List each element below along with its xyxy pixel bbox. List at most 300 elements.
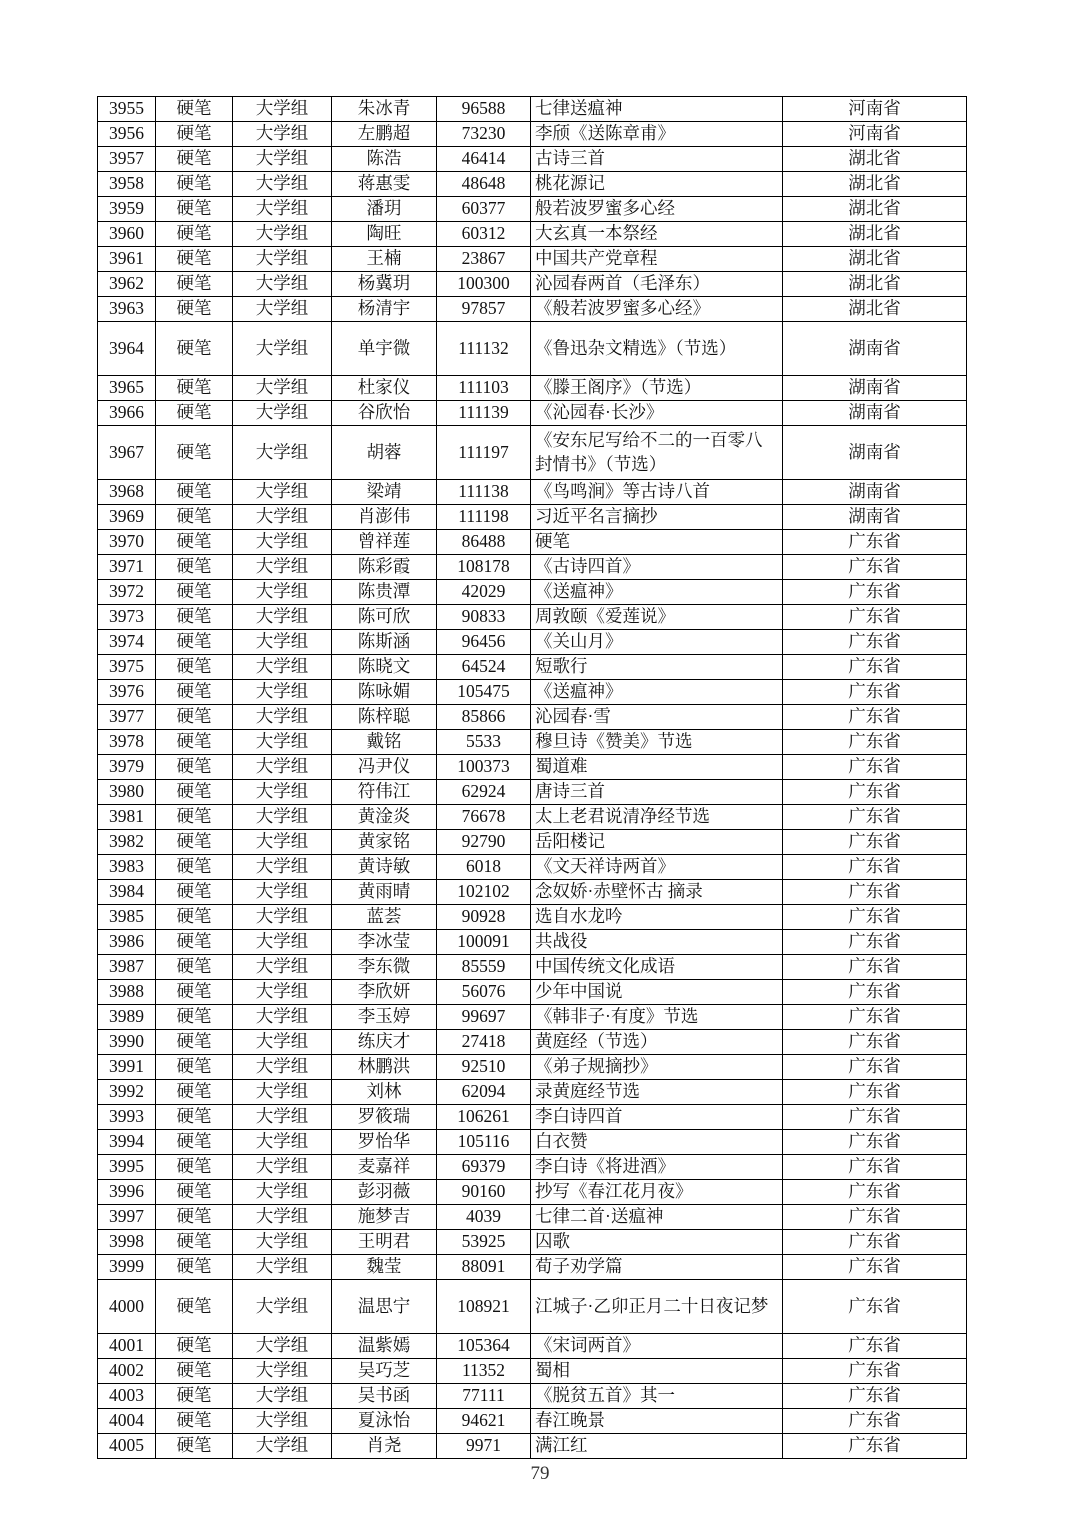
row-name: 杨清宇 xyxy=(332,297,437,322)
row-group: 大学组 xyxy=(233,1055,332,1080)
row-sequence-number: 3995 xyxy=(98,1155,156,1180)
row-entry-number: 97857 xyxy=(437,297,531,322)
row-work-title: 《脱贫五首》其一 xyxy=(531,1384,783,1409)
row-category: 硬笔 xyxy=(156,530,233,555)
row-name: 冯尹仪 xyxy=(332,755,437,780)
row-entry-number: 69379 xyxy=(437,1155,531,1180)
row-entry-number: 100300 xyxy=(437,272,531,297)
row-work-title: 七律送瘟神 xyxy=(531,97,783,122)
row-work-title: 录黄庭经节选 xyxy=(531,1080,783,1105)
row-province: 广东省 xyxy=(783,1230,967,1255)
row-sequence-number: 3983 xyxy=(98,855,156,880)
row-sequence-number: 4002 xyxy=(98,1359,156,1384)
row-category: 硬笔 xyxy=(156,1005,233,1030)
row-work-title: 蜀相 xyxy=(531,1359,783,1384)
row-province: 广东省 xyxy=(783,655,967,680)
row-province: 广东省 xyxy=(783,630,967,655)
row-category: 硬笔 xyxy=(156,272,233,297)
row-group: 大学组 xyxy=(233,1080,332,1105)
row-group: 大学组 xyxy=(233,555,332,580)
row-work-title: 习近平名言摘抄 xyxy=(531,505,783,530)
row-group: 大学组 xyxy=(233,805,332,830)
table-row xyxy=(98,980,967,1005)
row-name: 陈浩 xyxy=(332,147,437,172)
row-name: 林鹏洪 xyxy=(332,1055,437,1080)
table-row xyxy=(98,272,967,297)
table-row xyxy=(98,1180,967,1205)
row-sequence-number: 3963 xyxy=(98,297,156,322)
row-sequence-number: 3958 xyxy=(98,172,156,197)
row-category: 硬笔 xyxy=(156,1409,233,1434)
row-name: 麦嘉祥 xyxy=(332,1155,437,1180)
row-sequence-number: 3968 xyxy=(98,480,156,505)
row-entry-number: 108921 xyxy=(437,1280,531,1334)
table-row xyxy=(98,1130,967,1155)
row-name: 胡蓉 xyxy=(332,426,437,480)
row-name: 黄诗敏 xyxy=(332,855,437,880)
row-sequence-number: 3994 xyxy=(98,1130,156,1155)
row-province: 广东省 xyxy=(783,805,967,830)
row-sequence-number: 3992 xyxy=(98,1080,156,1105)
row-province: 广东省 xyxy=(783,1130,967,1155)
row-group: 大学组 xyxy=(233,930,332,955)
row-category: 硬笔 xyxy=(156,1080,233,1105)
row-province: 广东省 xyxy=(783,1280,967,1334)
table-row xyxy=(98,555,967,580)
row-category: 硬笔 xyxy=(156,1434,233,1459)
row-name: 李冰莹 xyxy=(332,930,437,955)
row-province: 湖北省 xyxy=(783,272,967,297)
row-name: 单宇微 xyxy=(332,322,437,376)
row-province: 广东省 xyxy=(783,1359,967,1384)
table-row xyxy=(98,630,967,655)
row-category: 硬笔 xyxy=(156,222,233,247)
table-row xyxy=(98,1384,967,1409)
row-group: 大学组 xyxy=(233,426,332,480)
row-sequence-number: 3974 xyxy=(98,630,156,655)
row-work-title: 沁园春两首（毛泽东） xyxy=(531,272,783,297)
row-group: 大学组 xyxy=(233,222,332,247)
row-name: 魏莹 xyxy=(332,1255,437,1280)
row-entry-number: 23867 xyxy=(437,247,531,272)
row-entry-number: 102102 xyxy=(437,880,531,905)
row-category: 硬笔 xyxy=(156,1334,233,1359)
table-row xyxy=(98,855,967,880)
row-sequence-number: 3966 xyxy=(98,401,156,426)
table-row xyxy=(98,172,967,197)
row-sequence-number: 3990 xyxy=(98,1030,156,1055)
row-sequence-number: 3957 xyxy=(98,147,156,172)
row-work-title: 满江红 xyxy=(531,1434,783,1459)
row-entry-number: 48648 xyxy=(437,172,531,197)
row-sequence-number: 3999 xyxy=(98,1255,156,1280)
row-name: 陈彩霞 xyxy=(332,555,437,580)
row-sequence-number: 3960 xyxy=(98,222,156,247)
row-category: 硬笔 xyxy=(156,955,233,980)
row-name: 杨冀玥 xyxy=(332,272,437,297)
row-work-title: 抄写《春江花月夜》 xyxy=(531,1180,783,1205)
row-name: 王楠 xyxy=(332,247,437,272)
row-work-title: 《古诗四首》 xyxy=(531,555,783,580)
row-sequence-number: 4003 xyxy=(98,1384,156,1409)
row-entry-number: 96456 xyxy=(437,630,531,655)
row-entry-number: 56076 xyxy=(437,980,531,1005)
row-work-title: 《弟子规摘抄》 xyxy=(531,1055,783,1080)
row-name: 罗筱瑞 xyxy=(332,1105,437,1130)
row-sequence-number: 4005 xyxy=(98,1434,156,1459)
row-group: 大学组 xyxy=(233,630,332,655)
table-row xyxy=(98,401,967,426)
row-entry-number: 90160 xyxy=(437,1180,531,1205)
row-group: 大学组 xyxy=(233,97,332,122)
row-sequence-number: 3981 xyxy=(98,805,156,830)
roster-table-body xyxy=(98,97,967,1459)
row-entry-number: 92790 xyxy=(437,830,531,855)
row-sequence-number: 3991 xyxy=(98,1055,156,1080)
row-work-title: 《宋词两首》 xyxy=(531,1334,783,1359)
row-category: 硬笔 xyxy=(156,1280,233,1334)
row-category: 硬笔 xyxy=(156,905,233,930)
row-group: 大学组 xyxy=(233,1409,332,1434)
row-province: 湖南省 xyxy=(783,376,967,401)
row-group: 大学组 xyxy=(233,680,332,705)
row-group: 大学组 xyxy=(233,1334,332,1359)
row-entry-number: 62924 xyxy=(437,780,531,805)
row-category: 硬笔 xyxy=(156,680,233,705)
row-sequence-number: 4004 xyxy=(98,1409,156,1434)
row-name: 施梦吉 xyxy=(332,1205,437,1230)
row-name: 彭羽薇 xyxy=(332,1180,437,1205)
table-row xyxy=(98,780,967,805)
table-row xyxy=(98,1080,967,1105)
row-entry-number: 99697 xyxy=(437,1005,531,1030)
row-work-title: 蜀道难 xyxy=(531,755,783,780)
row-group: 大学组 xyxy=(233,830,332,855)
row-group: 大学组 xyxy=(233,730,332,755)
row-category: 硬笔 xyxy=(156,1384,233,1409)
row-entry-number: 94621 xyxy=(437,1409,531,1434)
row-name: 黄家铭 xyxy=(332,830,437,855)
row-category: 硬笔 xyxy=(156,1180,233,1205)
row-sequence-number: 3964 xyxy=(98,322,156,376)
row-entry-number: 108178 xyxy=(437,555,531,580)
row-province: 广东省 xyxy=(783,1384,967,1409)
row-group: 大学组 xyxy=(233,705,332,730)
row-category: 硬笔 xyxy=(156,197,233,222)
row-sequence-number: 3980 xyxy=(98,780,156,805)
row-category: 硬笔 xyxy=(156,1155,233,1180)
row-name: 吴书函 xyxy=(332,1384,437,1409)
row-group: 大学组 xyxy=(233,955,332,980)
row-province: 广东省 xyxy=(783,980,967,1005)
table-row xyxy=(98,122,967,147)
row-name: 戴铭 xyxy=(332,730,437,755)
row-entry-number: 105475 xyxy=(437,680,531,705)
row-work-title: 硬笔 xyxy=(531,530,783,555)
row-entry-number: 60377 xyxy=(437,197,531,222)
row-province: 广东省 xyxy=(783,855,967,880)
row-name: 杜家仪 xyxy=(332,376,437,401)
row-category: 硬笔 xyxy=(156,1105,233,1130)
row-province: 广东省 xyxy=(783,930,967,955)
row-work-title: 《鲁迅杂文精选》（节选） xyxy=(531,322,783,376)
row-entry-number: 92510 xyxy=(437,1055,531,1080)
row-province: 湖北省 xyxy=(783,247,967,272)
row-group: 大学组 xyxy=(233,1230,332,1255)
row-category: 硬笔 xyxy=(156,855,233,880)
row-province: 河南省 xyxy=(783,122,967,147)
table-row xyxy=(98,1409,967,1434)
row-work-title: 共战役 xyxy=(531,930,783,955)
row-work-title: 春江晚景 xyxy=(531,1409,783,1434)
row-sequence-number: 3993 xyxy=(98,1105,156,1130)
row-name: 陈咏媚 xyxy=(332,680,437,705)
row-entry-number: 11352 xyxy=(437,1359,531,1384)
table-row xyxy=(98,97,967,122)
row-category: 硬笔 xyxy=(156,1359,233,1384)
row-sequence-number: 3959 xyxy=(98,197,156,222)
row-category: 硬笔 xyxy=(156,401,233,426)
row-province: 广东省 xyxy=(783,1205,967,1230)
row-category: 硬笔 xyxy=(156,1030,233,1055)
row-province: 广东省 xyxy=(783,605,967,630)
row-entry-number: 100373 xyxy=(437,755,531,780)
row-category: 硬笔 xyxy=(156,1055,233,1080)
row-sequence-number: 3962 xyxy=(98,272,156,297)
row-category: 硬笔 xyxy=(156,555,233,580)
row-province: 湖北省 xyxy=(783,197,967,222)
row-work-title: 《送瘟神》 xyxy=(531,580,783,605)
row-work-title: 般若波罗蜜多心经 xyxy=(531,197,783,222)
table-row xyxy=(98,1155,967,1180)
row-category: 硬笔 xyxy=(156,705,233,730)
row-entry-number: 111132 xyxy=(437,322,531,376)
row-province: 广东省 xyxy=(783,730,967,755)
row-province: 广东省 xyxy=(783,1005,967,1030)
row-name: 王明君 xyxy=(332,1230,437,1255)
row-category: 硬笔 xyxy=(156,655,233,680)
row-name: 吴巧芝 xyxy=(332,1359,437,1384)
row-entry-number: 100091 xyxy=(437,930,531,955)
row-province: 广东省 xyxy=(783,1080,967,1105)
row-sequence-number: 3973 xyxy=(98,605,156,630)
row-province: 湖北省 xyxy=(783,172,967,197)
row-group: 大学组 xyxy=(233,505,332,530)
row-province: 湖南省 xyxy=(783,322,967,376)
row-work-title: 李颀《送陈章甫》 xyxy=(531,122,783,147)
row-sequence-number: 4000 xyxy=(98,1280,156,1334)
row-category: 硬笔 xyxy=(156,1255,233,1280)
row-name: 李东微 xyxy=(332,955,437,980)
table-row xyxy=(98,1030,967,1055)
row-name: 陈斯涵 xyxy=(332,630,437,655)
row-category: 硬笔 xyxy=(156,426,233,480)
row-category: 硬笔 xyxy=(156,147,233,172)
row-group: 大学组 xyxy=(233,1005,332,1030)
row-name: 温思宁 xyxy=(332,1280,437,1334)
row-category: 硬笔 xyxy=(156,1130,233,1155)
row-province: 广东省 xyxy=(783,530,967,555)
table-row xyxy=(98,580,967,605)
row-category: 硬笔 xyxy=(156,580,233,605)
table-row xyxy=(98,376,967,401)
row-name: 蒋惠雯 xyxy=(332,172,437,197)
table-row xyxy=(98,730,967,755)
row-work-title: 荀子劝学篇 xyxy=(531,1255,783,1280)
row-work-title: 《文天祥诗两首》 xyxy=(531,855,783,880)
row-category: 硬笔 xyxy=(156,930,233,955)
row-work-title: 中国传统文化成语 xyxy=(531,955,783,980)
row-group: 大学组 xyxy=(233,655,332,680)
table-row xyxy=(98,530,967,555)
row-category: 硬笔 xyxy=(156,605,233,630)
row-group: 大学组 xyxy=(233,172,332,197)
row-work-title: 岳阳楼记 xyxy=(531,830,783,855)
row-group: 大学组 xyxy=(233,780,332,805)
row-sequence-number: 3982 xyxy=(98,830,156,855)
row-work-title: 唐诗三首 xyxy=(531,780,783,805)
row-province: 广东省 xyxy=(783,755,967,780)
table-row xyxy=(98,705,967,730)
row-name: 李欣妍 xyxy=(332,980,437,1005)
table-row xyxy=(98,680,967,705)
row-group: 大学组 xyxy=(233,247,332,272)
row-work-title: 七律二首·送瘟神 xyxy=(531,1205,783,1230)
row-name: 夏泳怡 xyxy=(332,1409,437,1434)
row-work-title: 《关山月》 xyxy=(531,630,783,655)
row-sequence-number: 3969 xyxy=(98,505,156,530)
row-entry-number: 90833 xyxy=(437,605,531,630)
row-entry-number: 4039 xyxy=(437,1205,531,1230)
row-entry-number: 5533 xyxy=(437,730,531,755)
row-province: 广东省 xyxy=(783,1105,967,1130)
row-work-title: 《安东尼写给不二的一百零八封情书》（节选） xyxy=(531,426,783,480)
row-work-title: 囚歌 xyxy=(531,1230,783,1255)
row-entry-number: 105364 xyxy=(437,1334,531,1359)
row-name: 李玉婷 xyxy=(332,1005,437,1030)
row-entry-number: 88091 xyxy=(437,1255,531,1280)
table-row xyxy=(98,426,967,480)
row-name: 陈梓聪 xyxy=(332,705,437,730)
row-province: 广东省 xyxy=(783,580,967,605)
row-sequence-number: 3985 xyxy=(98,905,156,930)
row-province: 湖南省 xyxy=(783,401,967,426)
row-province: 广东省 xyxy=(783,1255,967,1280)
row-province: 广东省 xyxy=(783,1030,967,1055)
row-entry-number: 105116 xyxy=(437,1130,531,1155)
row-group: 大学组 xyxy=(233,401,332,426)
row-work-title: 江城子·乙卯正月二十日夜记梦 xyxy=(531,1280,783,1334)
table-row xyxy=(98,147,967,172)
row-work-title: 《滕王阁序》（节选） xyxy=(531,376,783,401)
row-province: 广东省 xyxy=(783,1155,967,1180)
row-category: 硬笔 xyxy=(156,1230,233,1255)
row-work-title: 古诗三首 xyxy=(531,147,783,172)
table-row xyxy=(98,830,967,855)
row-group: 大学组 xyxy=(233,197,332,222)
row-group: 大学组 xyxy=(233,147,332,172)
row-entry-number: 64524 xyxy=(437,655,531,680)
table-row xyxy=(98,1055,967,1080)
row-entry-number: 111138 xyxy=(437,480,531,505)
row-category: 硬笔 xyxy=(156,247,233,272)
row-group: 大学组 xyxy=(233,1205,332,1230)
row-work-title: 桃花源记 xyxy=(531,172,783,197)
row-province: 广东省 xyxy=(783,1409,967,1434)
table-row xyxy=(98,955,967,980)
row-province: 广东省 xyxy=(783,1180,967,1205)
table-row xyxy=(98,1005,967,1030)
row-name: 肖尧 xyxy=(332,1434,437,1459)
row-name: 陶旺 xyxy=(332,222,437,247)
row-sequence-number: 3987 xyxy=(98,955,156,980)
row-work-title: 《送瘟神》 xyxy=(531,680,783,705)
row-category: 硬笔 xyxy=(156,1205,233,1230)
row-group: 大学组 xyxy=(233,1130,332,1155)
row-group: 大学组 xyxy=(233,480,332,505)
table-row xyxy=(98,605,967,630)
table-row xyxy=(98,297,967,322)
row-group: 大学组 xyxy=(233,297,332,322)
row-province: 广东省 xyxy=(783,1055,967,1080)
row-entry-number: 53925 xyxy=(437,1230,531,1255)
row-name: 陈贵潭 xyxy=(332,580,437,605)
table-row xyxy=(98,1230,967,1255)
table-row xyxy=(98,322,967,376)
row-category: 硬笔 xyxy=(156,755,233,780)
table-row xyxy=(98,222,967,247)
table-row xyxy=(98,1205,967,1230)
row-province: 广东省 xyxy=(783,780,967,805)
row-name: 左鹏超 xyxy=(332,122,437,147)
row-category: 硬笔 xyxy=(156,630,233,655)
row-name: 刘林 xyxy=(332,1080,437,1105)
table-row xyxy=(98,1280,967,1334)
row-group: 大学组 xyxy=(233,880,332,905)
row-sequence-number: 3956 xyxy=(98,122,156,147)
row-sequence-number: 3972 xyxy=(98,580,156,605)
row-province: 湖北省 xyxy=(783,222,967,247)
page-number: 79 xyxy=(530,1463,550,1484)
row-work-title: 沁园春·雪 xyxy=(531,705,783,730)
row-work-title: 少年中国说 xyxy=(531,980,783,1005)
row-group: 大学组 xyxy=(233,1359,332,1384)
row-sequence-number: 3971 xyxy=(98,555,156,580)
row-name: 陈晓文 xyxy=(332,655,437,680)
row-entry-number: 86488 xyxy=(437,530,531,555)
row-group: 大学组 xyxy=(233,855,332,880)
row-entry-number: 6018 xyxy=(437,855,531,880)
row-sequence-number: 3965 xyxy=(98,376,156,401)
row-category: 硬笔 xyxy=(156,122,233,147)
row-province: 广东省 xyxy=(783,830,967,855)
row-category: 硬笔 xyxy=(156,172,233,197)
row-work-title: 《般若波罗蜜多心经》 xyxy=(531,297,783,322)
row-category: 硬笔 xyxy=(156,322,233,376)
row-province: 广东省 xyxy=(783,905,967,930)
row-name: 温紫嫣 xyxy=(332,1334,437,1359)
row-work-title: 李白诗四首 xyxy=(531,1105,783,1130)
row-work-title: 《沁园春·长沙》 xyxy=(531,401,783,426)
row-sequence-number: 3975 xyxy=(98,655,156,680)
roster-table xyxy=(97,96,967,1459)
row-group: 大学组 xyxy=(233,530,332,555)
row-work-title: 穆旦诗《赞美》节选 xyxy=(531,730,783,755)
row-entry-number: 96588 xyxy=(437,97,531,122)
row-sequence-number: 3988 xyxy=(98,980,156,1005)
table-row xyxy=(98,805,967,830)
row-category: 硬笔 xyxy=(156,880,233,905)
